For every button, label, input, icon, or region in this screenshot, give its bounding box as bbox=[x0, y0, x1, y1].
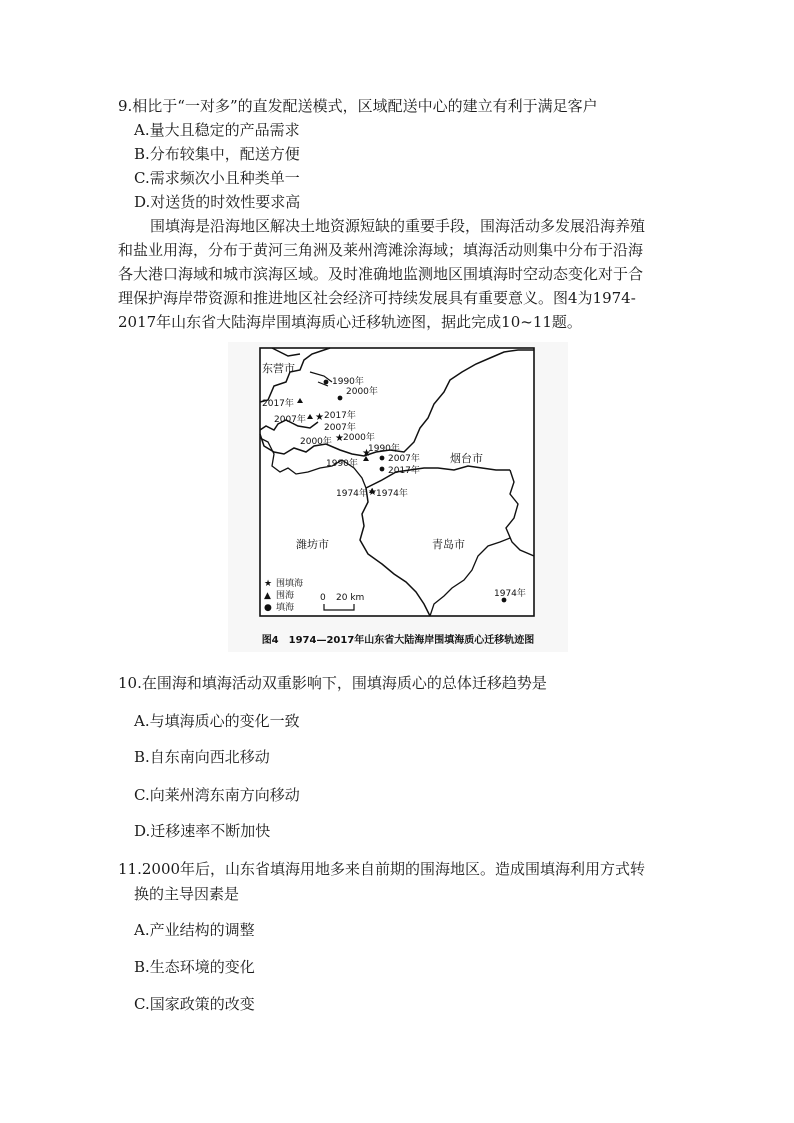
figure-4-map bbox=[228, 342, 568, 652]
weitian-label-1990: 1990年 bbox=[368, 444, 400, 454]
fill-point-2000 bbox=[338, 396, 343, 401]
fill-point-2017 bbox=[380, 467, 385, 472]
city-label-weifang: 潍坊市 bbox=[296, 538, 329, 551]
fill-label-2000: 2000年 bbox=[346, 387, 378, 397]
fill-label-1974: 1974年 bbox=[494, 589, 526, 599]
legend-symbol-tian: ● bbox=[264, 603, 272, 613]
city-label-qingdao: 青岛市 bbox=[432, 538, 465, 551]
weitian-point-1990: ★ bbox=[362, 448, 371, 459]
question-10-option-d: D.迁移速率不断加快 bbox=[134, 822, 271, 840]
question-9-option-b: B.分布较集中，配送方便 bbox=[134, 145, 300, 163]
legend-symbol-weitian: ★ bbox=[264, 579, 273, 589]
weitian-label-2000-b: 2000年 bbox=[300, 437, 332, 447]
passage-line: 围填海是沿海地区解决土地资源短缺的重要手段，围海活动多发展沿海养殖 bbox=[150, 217, 646, 235]
fill-point-1990 bbox=[324, 380, 329, 385]
wei-label-2017: 2017年 bbox=[262, 399, 294, 409]
question-10-option-c: C.向莱州湾东南方向移动 bbox=[134, 786, 300, 804]
question-11-option-c: C.国家政策的改变 bbox=[134, 995, 255, 1013]
scale-label: 20 km bbox=[336, 593, 365, 603]
map-svg bbox=[228, 342, 568, 652]
fill-label-2007: 2007年 bbox=[388, 454, 420, 464]
question-10-option-a: A.与填海质心的变化一致 bbox=[134, 712, 300, 730]
weitian-label-2017: 2017年 bbox=[324, 411, 356, 421]
question-11-option-b: B.生态环境的变化 bbox=[134, 958, 255, 976]
weitian-point-1974: ★ bbox=[368, 487, 377, 498]
passage-line: 各大港口海域和城市滨海区域。及时准确地监测地区围填海时空动态变化对于合 bbox=[118, 265, 644, 283]
question-11-option-a: A.产业结构的调整 bbox=[134, 921, 255, 939]
wei-label-2007: 2007年 bbox=[274, 415, 306, 425]
passage-line: 和盐业用海，分布于黄河三角洲及莱州湾滩涂海域；填海活动则集中分布于沿海 bbox=[118, 241, 644, 259]
wei-label-1974: 1974年 bbox=[336, 489, 368, 499]
question-9-option-c: C.需求频次小且种类单一 bbox=[134, 169, 300, 187]
city-label-dongying: 东营市 bbox=[262, 362, 295, 375]
question-10-option-b: B.自东南向西北移动 bbox=[134, 748, 270, 766]
weitian-point-2017: ★ bbox=[315, 412, 324, 423]
passage-line: 理保护海岸带资源和推进地区社会经济可持续发展具有重要意义。图4为1974- bbox=[118, 289, 636, 307]
legend-label-tian: 填海 bbox=[276, 603, 295, 613]
question-9-option-a: A.量大且稳定的产品需求 bbox=[134, 121, 300, 139]
weitian-label-2000-a: 2000年 bbox=[343, 433, 375, 443]
legend-label-wei: 围海 bbox=[276, 591, 295, 601]
fill-label-2017: 2017年 bbox=[388, 466, 420, 476]
fill-label-1990: 1990年 bbox=[332, 377, 364, 387]
question-11-stem-cont: 换的主导因素是 bbox=[134, 885, 240, 903]
question-9-stem: 9.相比于“一对多”的直发配送模式，区域配送中心的建立有利于满足客户 bbox=[118, 97, 598, 115]
scale-zero: 0 bbox=[320, 593, 326, 603]
question-10-stem: 10.在围海和填海活动双重影响下，围填海质心的总体迁移趋势是 bbox=[118, 674, 547, 692]
legend-symbol-wei: ▲ bbox=[264, 591, 271, 601]
question-11-stem: 11.2000年后，山东省填海用地多来自前期的围海地区。造成围填海利用方式转 bbox=[118, 860, 646, 878]
weitian-label-2007: 2007年 bbox=[324, 423, 356, 433]
figure-caption: 图4 1974—2017年山东省大陆海岸围填海质心迁移轨迹图 bbox=[261, 635, 535, 646]
passage-line: 2017年山东省大陆海岸围填海质心迁移轨迹图，据此完成10~11题。 bbox=[118, 313, 582, 331]
weitian-label-1974: 1974年 bbox=[376, 489, 408, 499]
legend-label-weitian: 围填海 bbox=[276, 579, 304, 589]
wei-label-1990: 1990年 bbox=[326, 459, 358, 469]
city-label-yantai: 烟台市 bbox=[450, 452, 483, 465]
question-9-option-d: D.对送货的时效性要求高 bbox=[134, 193, 301, 211]
weitian-point-2000: ★ bbox=[335, 433, 344, 444]
fill-point-2007 bbox=[380, 456, 385, 461]
